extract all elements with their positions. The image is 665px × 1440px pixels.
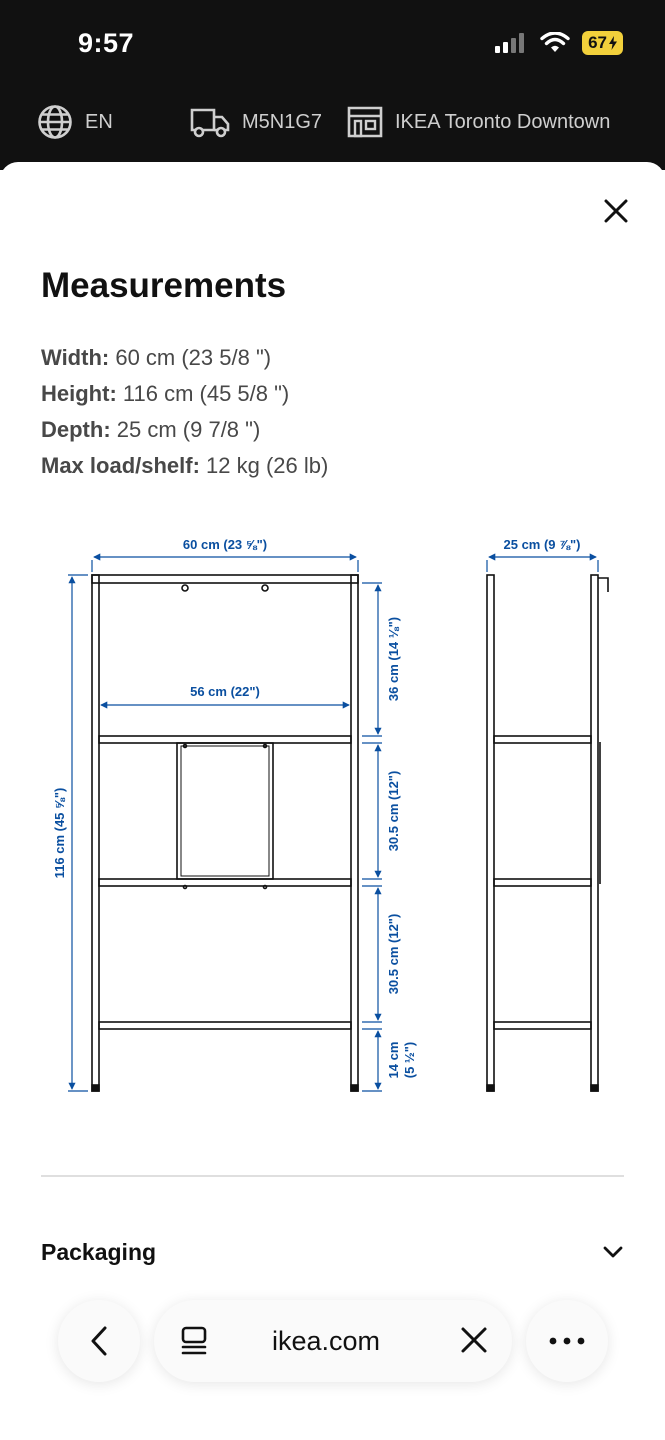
store-selector[interactable]	[347, 104, 610, 140]
utility-bar	[0, 90, 665, 170]
spec-depth	[41, 412, 328, 448]
language-selector[interactable]	[37, 104, 113, 140]
truck-icon	[190, 106, 230, 138]
side-view	[487, 575, 608, 1091]
spec-label: Depth:	[41, 417, 111, 442]
front-view	[92, 575, 358, 1091]
more-icon	[549, 1337, 585, 1345]
globe-icon	[37, 104, 73, 140]
spec-value: 12 kg (26 lb)	[199, 453, 329, 478]
battery-level: 67	[588, 33, 607, 52]
chevron-left-icon	[89, 1325, 109, 1357]
close-icon[interactable]	[460, 1326, 488, 1354]
gap-bottom-dimension-label-inch: (5 ½")	[402, 1041, 417, 1079]
sheet-title: Measurements	[41, 266, 287, 305]
spec-label: Max load/shelf:	[41, 453, 200, 478]
spec-value: 60 cm (23 5/8 ")	[109, 345, 272, 370]
dimension-lines	[68, 557, 598, 1091]
packaging-label: Packaging	[41, 1238, 157, 1265]
close-icon	[604, 199, 628, 223]
gap-bottom-dimension-label: 14 cm	[386, 1041, 401, 1079]
more-button[interactable]	[526, 1300, 608, 1382]
measurements-sheet	[0, 162, 665, 1440]
spec-max-load	[41, 448, 328, 484]
tabs-icon[interactable]	[180, 1326, 208, 1356]
spec-height	[41, 376, 328, 412]
store-label: IKEA Toronto Downtown	[395, 110, 611, 133]
spec-label: Width:	[41, 345, 110, 370]
packaging-accordion[interactable]	[41, 1230, 624, 1274]
address-bar[interactable]	[154, 1300, 512, 1382]
spec-value: 116 cm (45 5/8 ")	[116, 381, 290, 406]
inner-width-dimension-label: 56 cm (22")	[190, 684, 260, 699]
spec-label: Height:	[41, 381, 117, 406]
spec-value: 25 cm (9 7/8 ")	[110, 417, 261, 442]
postal-code-label: M5N1G7	[242, 110, 323, 133]
divider	[41, 1175, 624, 1177]
status-bar	[0, 0, 665, 90]
url-text: ikea.com	[272, 1326, 381, 1356]
language-label: EN	[85, 110, 113, 133]
chevron-down-icon	[602, 1245, 624, 1259]
dimension-diagram	[0, 522, 665, 1122]
gap-mid-dimension-label: 30.5 cm (12")	[386, 770, 401, 852]
browser-toolbar	[0, 1290, 665, 1400]
specs-list	[41, 340, 328, 484]
depth-dimension-label: 25 cm (9 ⅞")	[503, 537, 581, 552]
status-icons	[494, 31, 623, 55]
back-button[interactable]	[58, 1300, 140, 1382]
width-dimension-label: 60 cm (23 ⅝")	[182, 537, 268, 552]
gap-low-dimension-label: 30.5 cm (12")	[386, 913, 401, 995]
spec-width	[41, 340, 328, 376]
height-dimension-label: 116 cm (45 ⅝")	[52, 787, 67, 879]
store-icon	[347, 106, 383, 138]
charging-bolt-icon	[609, 36, 617, 50]
wifi-icon	[540, 32, 570, 54]
status-time: 9:57	[78, 28, 135, 58]
gap-top-dimension-label: 36 cm (14 ⅛")	[386, 616, 401, 702]
battery-icon	[582, 31, 623, 55]
signal-icon	[494, 32, 528, 54]
close-button[interactable]	[601, 196, 631, 226]
postal-code-selector[interactable]	[190, 104, 322, 140]
